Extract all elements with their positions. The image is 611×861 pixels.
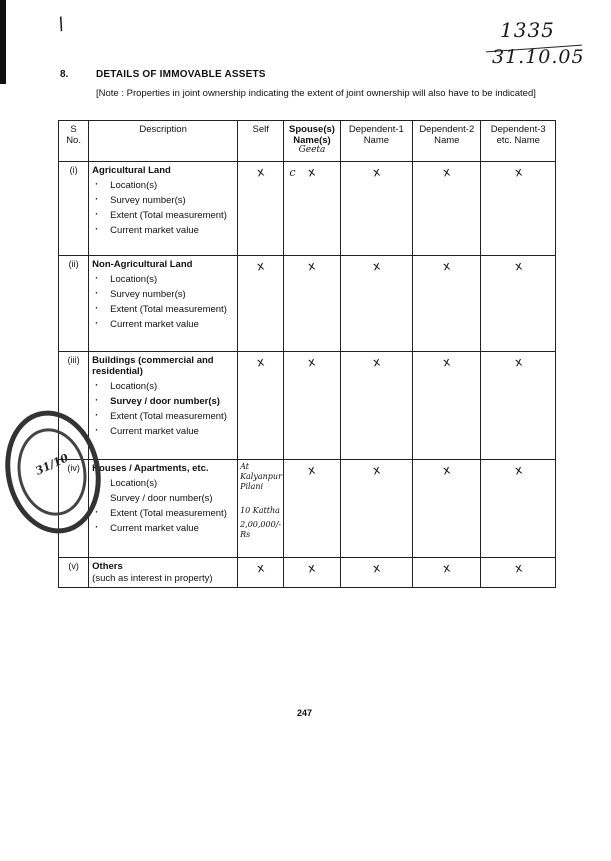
table-row [59, 162, 556, 256]
mark-dependent-3 [481, 460, 556, 558]
self-location-handwritten: At Kalyanpur Pilani [240, 462, 282, 491]
row-sno: (iv) [59, 460, 89, 558]
row-sno: (iii) [59, 352, 89, 460]
handwritten-ref-date: 31.10.05 [492, 46, 585, 68]
mark-dependent-2 [413, 256, 481, 352]
cross-mark: x [371, 164, 382, 180]
self-extent-handwritten: 10 Kattha [240, 506, 280, 515]
row-sno: (ii) [59, 256, 89, 352]
row-item: · Location(s) [92, 180, 234, 191]
mark-spouse [284, 162, 340, 256]
cross-mark: x [255, 354, 266, 370]
row-sno: (v) [59, 558, 89, 588]
cross-mark: x [371, 462, 382, 478]
row-item: · Survey number(s) [92, 195, 234, 206]
cross-mark: x [307, 462, 317, 478]
row-description [89, 460, 238, 558]
cross-mark: x [307, 164, 317, 180]
cross-mark: x [442, 164, 452, 180]
spouse-name-handwritten: Geeta [298, 145, 326, 155]
immovable-assets-table [58, 120, 556, 588]
cross-mark: x [255, 164, 266, 180]
mark-spouse [284, 460, 340, 558]
mark-self [238, 558, 284, 588]
handwritten-ref-number: 1335 [500, 18, 555, 42]
mark-dependent-1 [340, 256, 412, 352]
row-item: · Extent (Total measurement) [92, 508, 234, 519]
row-description [89, 352, 238, 460]
mark-spouse [284, 558, 340, 588]
table-row [59, 460, 556, 558]
mark-dependent-3 [481, 352, 556, 460]
section-title: DETAILS OF IMMOVABLE ASSETS [96, 69, 266, 80]
header-dependent-1: Dependent-1 Name [340, 121, 412, 162]
mark-dependent-2 [413, 352, 481, 460]
row-item: · Current market value [92, 319, 234, 330]
header-description: Description [89, 121, 238, 162]
table-row [59, 352, 556, 460]
header-sno: S No. [59, 121, 89, 162]
row-item: · Survey / door number(s) [92, 396, 234, 407]
cross-mark: x [307, 258, 317, 274]
mark-dependent-1 [340, 352, 412, 460]
cross-mark: x [513, 354, 523, 370]
mark-dependent-2 [413, 162, 481, 256]
cross-mark: x [513, 164, 523, 180]
row-item: · Extent (Total measurement) [92, 411, 234, 422]
mark-self [238, 162, 284, 256]
mark-dependent-3 [481, 162, 556, 256]
row-description [89, 558, 238, 588]
mark-dependent-1 [340, 558, 412, 588]
mark-dependent-3 [481, 558, 556, 588]
cross-mark: x [371, 258, 382, 274]
row-item: · Survey / door number(s) [92, 493, 234, 504]
mark-dependent-2 [413, 460, 481, 558]
mark-dependent-1 [340, 460, 412, 558]
mark-dependent-1 [340, 162, 412, 256]
mark-dependent-2 [413, 558, 481, 588]
mark-self [238, 256, 284, 352]
header-dependent-2: Dependent-2 Name [413, 121, 481, 162]
cross-mark: x [307, 560, 317, 576]
row-category: Agricultural Land [92, 165, 171, 176]
table-row [59, 256, 556, 352]
row-category: Non-Agricultural Land [92, 259, 193, 270]
header-self: Self [238, 121, 284, 162]
row-description [89, 256, 238, 352]
cross-mark: x [513, 258, 523, 274]
row-category: Buildings (commercial and residential) [92, 355, 214, 377]
mark-spouse [284, 352, 340, 460]
cross-mark: x [307, 354, 317, 370]
row-item: · Location(s) [92, 381, 234, 392]
cross-mark: x [513, 560, 523, 576]
cross-mark: x [442, 258, 452, 274]
row-category: Others [92, 561, 123, 572]
row-item: · Location(s) [92, 274, 234, 285]
row-item: · Survey number(s) [92, 289, 234, 300]
row-item: · Current market value [92, 225, 234, 236]
mark-spouse [284, 256, 340, 352]
cross-mark: x [513, 462, 523, 478]
mark-self [238, 352, 284, 460]
table-row [59, 558, 556, 588]
self-value-handwritten: 2,00,000/- Rs [240, 520, 282, 539]
cross-mark: x [371, 560, 382, 576]
row-item: · Current market value [92, 426, 234, 437]
scan-edge-bar [0, 0, 6, 84]
cross-mark: x [442, 354, 452, 370]
cross-mark: x [442, 462, 452, 478]
cross-mark: x [255, 258, 266, 274]
stamp-date-handwritten: 31/10 [33, 451, 71, 478]
row-item: · Extent (Total measurement) [92, 210, 234, 221]
cross-mark: x [255, 560, 266, 576]
self-handwritten-details [238, 460, 284, 558]
header-spouse-label: Spouse(s) Name(s) [289, 124, 335, 146]
section-number: 8. [60, 69, 69, 80]
header-spouse [284, 121, 340, 162]
header-dependent-3: Dependent-3 etc. Name [481, 121, 556, 162]
row-sno: (i) [59, 162, 89, 256]
mark-dependent-3 [481, 256, 556, 352]
cross-mark: x [442, 560, 452, 576]
table-header-row [59, 121, 556, 162]
row-category: Houses / Apartments, etc. [92, 463, 209, 474]
pen-tick-mark: / [53, 13, 69, 34]
row-item: (such as interest in property) [92, 573, 213, 584]
row-item: · Current market value [92, 523, 234, 534]
cross-mark: x [371, 354, 382, 370]
row-description [89, 162, 238, 256]
row-item: · Extent (Total measurement) [92, 304, 234, 315]
section-note: [Note : Properties in joint ownership indicating the extent of joint ownership will also have to be indicated] [96, 88, 536, 99]
row-item: · Location(s) [92, 478, 234, 489]
spouse-initial-handwritten: c [289, 166, 296, 179]
page-number: 247 [297, 708, 313, 718]
